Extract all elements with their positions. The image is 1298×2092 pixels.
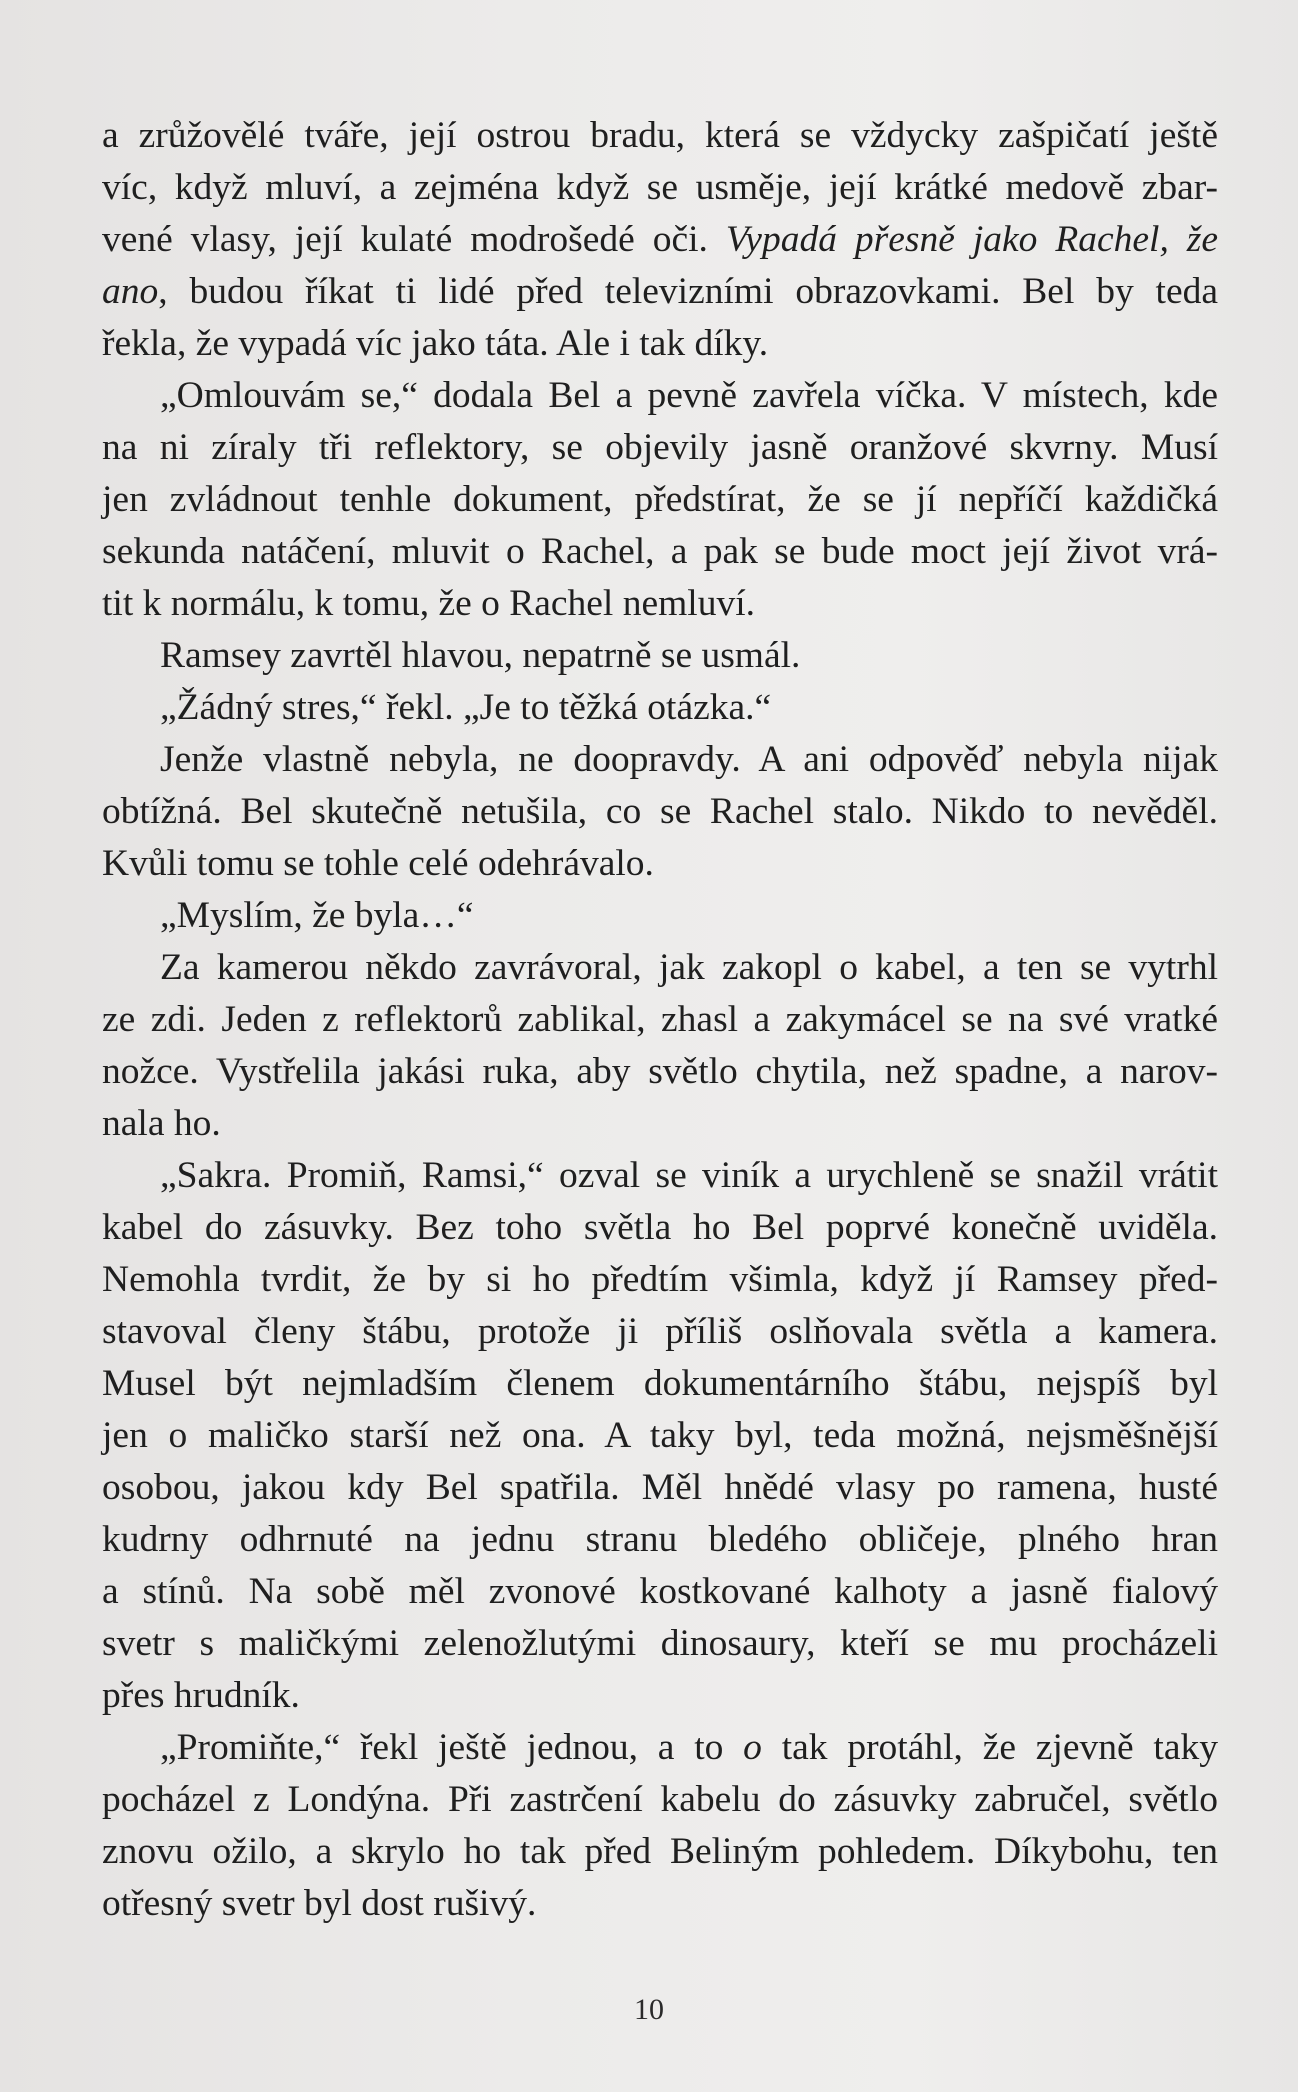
text-line: jen o maličko starší než ona. A taky byl, teda možná, nejsměšnější <box>102 1415 1218 1456</box>
paragraph <box>102 630 1218 682</box>
text-line: „Sakra. Promiň, Ramsi,“ ozval se viník a urychleně se snažil vrátit <box>160 1155 1218 1196</box>
text-line: stavoval členy štábu, protože ji příliš oslňovala světla a kamera. <box>102 1311 1218 1352</box>
text-line: víc, když mluví, a zejména když se usměje, její krátké medově zbar- <box>102 167 1218 208</box>
text-line: „Promiňte,“ řekl ještě jednou, a to o tak protáhl, že zjevně taky <box>160 1727 1218 1768</box>
paragraph <box>102 734 1218 890</box>
text-line: jen zvládnout tenhle dokument, předstírat, že se jí nepříčí každičká <box>102 479 1218 520</box>
text-line: „Omlouvám se,“ dodala Bel a pevně zavřela víčka. V místech, kde <box>160 375 1218 416</box>
text-line: nožce. Vystřelila jakási ruka, aby světlo chytila, než spadne, a narov- <box>102 1051 1218 1092</box>
text-line: kabel do zásuvky. Bez toho světla ho Bel poprvé konečně uviděla. <box>102 1207 1218 1248</box>
text-line: řekla, že vypadá víc jako táta. Ale i tak díky. <box>102 323 769 364</box>
text-line: Za kamerou někdo zavrávoral, jak zakopl o kabel, a ten se vytrhl <box>160 947 1218 988</box>
paragraph <box>102 110 1218 370</box>
text-line: Kvůli tomu se tohle celé odehrávalo. <box>102 843 654 884</box>
text-line: ano, budou říkat ti lidé před televizními obrazovkami. Bel by teda <box>102 271 1218 312</box>
text-line: „Myslím, že byla…“ <box>160 895 474 936</box>
text-line: kudrny odhrnuté na jednu stranu bledého obličeje, plného hran <box>102 1519 1218 1560</box>
text-line: přes hrudník. <box>102 1675 300 1716</box>
text-line: Musel být nejmladším členem dokumentárního štábu, nejspíš byl <box>102 1363 1218 1404</box>
text-line: Nemohla tvrdit, že by si ho předtím všimla, když jí Ramsey před- <box>102 1259 1218 1300</box>
text-line: sekunda natáčení, mluvit o Rachel, a pak se bude moct její život vrá- <box>102 531 1218 572</box>
text-line: nala ho. <box>102 1103 221 1144</box>
paragraph <box>102 682 1218 734</box>
text-line: ze zdi. Jeden z reflektorů zablikal, zhasl a zakymácel se na své vratké <box>102 999 1218 1040</box>
text-line: vené vlasy, její kulaté modrošedé oči. Vypadá přesně jako Rachel, že <box>102 219 1219 260</box>
text-line: a stínů. Na sobě měl zvonové kostkované kalhoty a jasně fialový <box>102 1571 1218 1612</box>
book-page-body <box>102 110 1218 1930</box>
text-line: znovu ožilo, a skrylo ho tak před Beliným pohledem. Díkybohu, ten <box>102 1831 1218 1872</box>
paragraph <box>102 890 1218 942</box>
paragraph <box>102 1722 1218 1930</box>
text-line: na ni zíraly tři reflektory, se objevily jasně oranžové skvrny. Musí <box>102 427 1218 468</box>
text-line: svetr s maličkými zelenožlutými dinosaury, kteří se mu procházeli <box>102 1623 1218 1664</box>
paragraph <box>102 942 1218 1150</box>
text-line: Jenže vlastně nebyla, ne doopravdy. A ani odpověď nebyla nijak <box>160 739 1218 780</box>
page-number: 10 <box>634 1993 664 2026</box>
text-line: Ramsey zavrtěl hlavou, nepatrně se usmál. <box>160 635 801 676</box>
paragraph <box>102 1150 1218 1722</box>
text-line: a zrůžovělé tváře, její ostrou bradu, která se vždycky zašpičatí ještě <box>102 115 1218 156</box>
text-line: „Žádný stres,“ řekl. „Je to těžká otázka.“ <box>160 687 772 728</box>
text-line: otřesný svetr byl dost rušivý. <box>102 1883 537 1924</box>
text-line: obtížná. Bel skutečně netušila, co se Rachel stalo. Nikdo to nevěděl. <box>102 791 1218 832</box>
text-line: tit k normálu, k tomu, že o Rachel nemluví. <box>102 583 755 624</box>
paragraph <box>102 370 1218 630</box>
text-line: pocházel z Londýna. Při zastrčení kabelu do zásuvky zabručel, světlo <box>102 1779 1218 1820</box>
text-line: osobou, jakou kdy Bel spatřila. Měl hnědé vlasy po ramena, husté <box>102 1467 1218 1508</box>
